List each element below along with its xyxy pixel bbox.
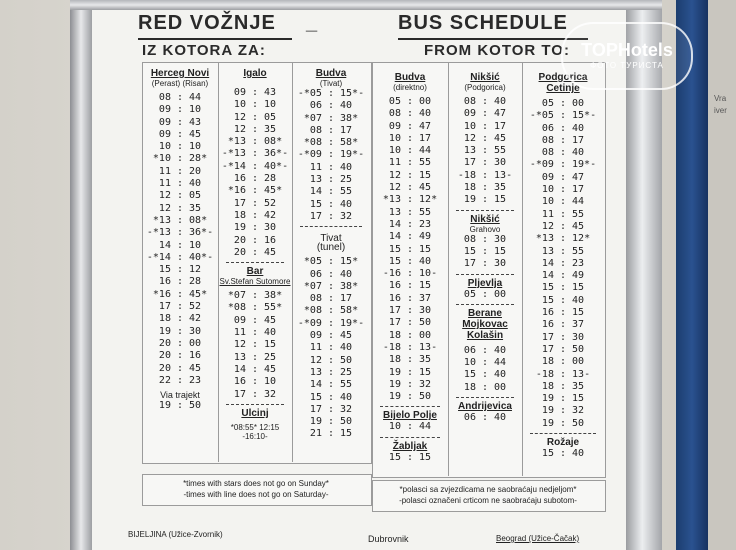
departure-time: 19 : 15 xyxy=(463,194,507,206)
destination-bar: Bar xyxy=(246,266,264,278)
departure-time: 15 : 40 xyxy=(463,369,507,381)
departure-time: 09 : 47 xyxy=(541,171,585,183)
times-andrijevica xyxy=(448,412,522,424)
destination-budva-direktno-via: (direktno) xyxy=(393,83,427,92)
departure-time: *13 : 08* xyxy=(227,136,283,148)
departure-time: 08 : 40 xyxy=(463,96,507,107)
departure-time: 12 : 05 xyxy=(158,190,202,202)
departure-time: 16 : 28 xyxy=(233,173,277,185)
departure-time: 13 : 55 xyxy=(463,145,507,157)
departure-time: 19 : 32 xyxy=(541,405,585,417)
departure-time: 12 : 15 xyxy=(388,169,432,181)
column-niksic xyxy=(448,72,522,424)
departure-time: 16 : 28 xyxy=(158,276,202,288)
departure-time: 16 : 10 xyxy=(233,376,277,388)
column-budva-direktno xyxy=(372,72,448,464)
departure-time: 10 : 17 xyxy=(463,120,507,132)
departure-time: 12 : 35 xyxy=(158,202,202,214)
via-trajekt-time: 19 : 50 xyxy=(158,400,202,412)
departure-time: -*14 : 40*- xyxy=(221,160,289,172)
destination-tivat-tunel-via: (tunel) xyxy=(316,242,346,254)
times-grahovo xyxy=(448,234,522,271)
times-ulcinj-1: *08:55* 12:15 xyxy=(230,422,280,432)
departure-time: 08 : 30 xyxy=(463,233,507,245)
bottom-mid-heading: Dubrovnik xyxy=(368,534,409,544)
departure-time: 13 : 25 xyxy=(309,366,353,378)
departure-time: 17 : 50 xyxy=(388,317,432,329)
departure-time: 12 : 45 xyxy=(541,220,585,232)
departure-time: 18 : 35 xyxy=(463,182,507,194)
departure-time: 14 : 49 xyxy=(388,231,432,243)
departure-time: -*14 : 40*- xyxy=(146,251,214,263)
departure-time: 15 : 12 xyxy=(158,264,202,276)
note-en-2: -times with line does not go on Saturday- xyxy=(183,490,329,499)
times-tivat-tunel xyxy=(292,256,370,440)
destination-tivat-tunel: Tivat xyxy=(320,233,342,245)
departure-time: 20 : 00 xyxy=(158,337,202,349)
departure-time: 08 : 17 xyxy=(309,293,353,305)
destination-ulcinj: Ulcinj xyxy=(241,407,269,419)
destination-berane: Berane Mojkovac Kolašin xyxy=(462,307,508,341)
departure-time: 10 : 44 xyxy=(541,196,585,208)
departure-time: *16 : 45* xyxy=(152,288,208,300)
column-herceg-novi xyxy=(142,68,218,412)
departure-time: -18 : 13- xyxy=(457,169,513,181)
times-rozaje xyxy=(522,448,604,460)
departure-time: 08 : 40 xyxy=(541,147,585,159)
departure-time: 20 : 16 xyxy=(158,350,202,362)
times-herceg-novi xyxy=(142,92,218,387)
departure-time: 09 : 45 xyxy=(233,314,277,326)
departure-time: 11 : 40 xyxy=(158,178,202,190)
times-bar xyxy=(218,290,292,401)
from-local: IZ KOTORA ZA: xyxy=(142,42,266,59)
departure-time: 05 : 00 xyxy=(388,96,432,107)
departure-time: 15 : 40 xyxy=(388,255,432,267)
edge-text-1: Vra xyxy=(714,94,727,103)
departure-time: 10 : 44 xyxy=(388,421,432,433)
departure-time: 12 : 50 xyxy=(309,354,353,366)
times-pljevlja xyxy=(448,289,522,301)
departure-time: 18 : 42 xyxy=(158,313,202,325)
departure-time: 19 : 50 xyxy=(388,391,432,403)
departure-time: *13 : 12* xyxy=(382,194,438,206)
title-en: BUS SCHEDULE xyxy=(398,12,568,34)
departure-time: -*05 : 15*- xyxy=(529,110,597,122)
tophotels-watermark xyxy=(561,22,693,90)
departure-time: 19 : 15 xyxy=(541,393,585,405)
departure-time: *13 : 08* xyxy=(152,214,208,226)
destination-herceg-novi: Herceg Novi xyxy=(150,68,210,79)
departure-time: 10 : 10 xyxy=(233,99,277,111)
note-local-2: -polasci označeni crticom ne saobraćaju subotom- xyxy=(399,496,577,505)
departure-time: -*09 : 19*- xyxy=(529,159,597,171)
destination-igalo: Igalo xyxy=(243,68,267,79)
departure-time: 05 : 00 xyxy=(463,288,507,300)
departure-time: 13 : 55 xyxy=(541,245,585,257)
column-podgorica xyxy=(522,72,604,460)
departure-time: 10 : 44 xyxy=(388,145,432,157)
departure-time: 18 : 35 xyxy=(541,380,585,392)
departure-time: 14 : 23 xyxy=(388,218,432,230)
bottom-right-heading: Beograd (Užice-Čačak) xyxy=(496,534,580,543)
edge-text-2: iver xyxy=(714,106,727,115)
destination-bijelo-polje: Bijelo Polje xyxy=(383,410,437,422)
departure-time: 17 : 30 xyxy=(388,305,432,317)
title-local: RED VOŽNJE xyxy=(138,12,276,34)
destination-herceg-novi-via: (Perast) (Risan) xyxy=(151,79,209,88)
departure-time: -18 : 13- xyxy=(535,368,591,380)
departure-time: 09 : 43 xyxy=(158,116,202,128)
departure-time: 17 : 52 xyxy=(158,301,202,313)
departure-time: -*13 : 36*- xyxy=(146,227,214,239)
departure-time: 17 : 30 xyxy=(541,331,585,343)
departure-time: 16 : 15 xyxy=(541,307,585,319)
departure-time: *05 : 15* xyxy=(303,256,359,268)
departure-time: 08 : 17 xyxy=(309,124,353,136)
column-igalo xyxy=(218,68,292,441)
departure-time: 17 : 32 xyxy=(309,403,353,415)
departure-time: 16 : 37 xyxy=(541,319,585,331)
departure-time: *08 : 55* xyxy=(227,302,283,314)
departure-time: 11 : 20 xyxy=(158,165,202,177)
times-budva-tivat xyxy=(292,88,370,223)
departure-time: 15 : 15 xyxy=(388,451,432,463)
destination-rozaje: Rožaje xyxy=(546,437,580,449)
departure-time: 11 : 40 xyxy=(309,342,353,354)
departure-time: 20 : 45 xyxy=(233,246,277,258)
departure-time: 11 : 40 xyxy=(309,161,353,173)
departure-time: 09 : 47 xyxy=(463,108,507,120)
departure-time: 08 : 40 xyxy=(388,108,432,120)
departure-time: 18 : 35 xyxy=(388,354,432,366)
departure-time: 08 : 17 xyxy=(541,134,585,146)
destination-andrijevica: Andrijevica xyxy=(458,401,512,413)
departure-time: 12 : 35 xyxy=(233,123,277,135)
destination-podgorica-cetinje: Podgorica Cetinje xyxy=(538,72,588,94)
departure-time: 10 : 17 xyxy=(541,184,585,196)
times-zabljak xyxy=(372,452,448,464)
right-wall xyxy=(708,0,736,550)
departure-time: 11 : 55 xyxy=(541,208,585,220)
departure-time: -*09 : 19*- xyxy=(297,149,365,161)
departure-time: 12 : 15 xyxy=(233,339,277,351)
departure-time: 15 : 40 xyxy=(309,198,353,210)
departure-time: 14 : 10 xyxy=(158,239,202,251)
departure-time: 14 : 55 xyxy=(309,379,353,391)
departure-time: 14 : 45 xyxy=(233,363,277,375)
departure-time: *13 : 12* xyxy=(535,233,591,245)
departure-time: 15 : 40 xyxy=(309,391,353,403)
departure-time: 17 : 30 xyxy=(463,157,507,169)
departure-time: 08 : 44 xyxy=(158,92,202,103)
departure-time: 18 : 00 xyxy=(541,356,585,368)
frame-rail-left xyxy=(70,0,92,550)
departure-time: *07 : 38* xyxy=(303,112,359,124)
departure-time: 06 : 40 xyxy=(541,122,585,134)
departure-time: 16 : 37 xyxy=(388,292,432,304)
departure-time: 16 : 15 xyxy=(388,280,432,292)
departure-time: 11 : 55 xyxy=(388,157,432,169)
departure-time: *07 : 38* xyxy=(303,280,359,292)
departure-time: *08 : 58* xyxy=(303,137,359,149)
title-en-underline xyxy=(398,38,588,40)
departure-time: 10 : 10 xyxy=(158,141,202,153)
departure-time: *07 : 38* xyxy=(227,290,283,302)
departure-time: 05 : 00 xyxy=(541,98,585,109)
departure-time: -18 : 13- xyxy=(382,341,438,353)
title-dash: _ xyxy=(306,12,319,34)
destination-grahovo: Grahovo xyxy=(469,224,501,234)
departure-time: 13 : 25 xyxy=(309,174,353,186)
departure-time: *08 : 58* xyxy=(303,305,359,317)
departure-time: 09 : 43 xyxy=(233,87,277,98)
destination-niksic-via: (Podgorica) xyxy=(464,83,506,92)
departure-time: 19 : 30 xyxy=(233,222,277,234)
times-ulcinj-2: -16:10- xyxy=(242,431,268,441)
departure-time: 09 : 45 xyxy=(309,330,353,342)
times-budva-direktno xyxy=(372,96,448,403)
departure-time: -16 : 10- xyxy=(382,268,438,280)
departure-time: 19 : 30 xyxy=(158,325,202,337)
departure-time: 06 : 40 xyxy=(463,412,507,424)
destination-zabljak: Žabljak xyxy=(392,440,428,452)
departure-time: 06 : 40 xyxy=(463,344,507,356)
times-niksic xyxy=(448,96,522,207)
departure-time: 19 : 15 xyxy=(388,366,432,378)
destination-niksic-grahovo: Nikšić xyxy=(470,213,500,225)
departure-time: 17 : 32 xyxy=(233,388,277,400)
departure-time: 17 : 30 xyxy=(463,258,507,270)
destination-pljevlja: Pljevlja xyxy=(467,277,503,289)
departure-time: 13 : 25 xyxy=(233,351,277,363)
departure-time: 13 : 55 xyxy=(388,206,432,218)
departure-time: 12 : 05 xyxy=(233,111,277,123)
departure-time: 15 : 15 xyxy=(463,245,507,257)
departure-time: 17 : 32 xyxy=(309,210,353,222)
departure-time: 18 : 00 xyxy=(463,381,507,393)
times-bijelo-polje xyxy=(372,421,448,433)
destination-budva-tivat: Budva xyxy=(315,68,347,79)
departure-time: -*13 : 36*- xyxy=(221,148,289,160)
departure-time: 09 : 10 xyxy=(158,104,202,116)
departure-time: *10 : 28* xyxy=(152,153,208,165)
departure-time: 14 : 55 xyxy=(309,186,353,198)
departure-time: 18 : 42 xyxy=(233,209,277,221)
column-budva-tivat xyxy=(292,68,370,441)
departure-time: 09 : 45 xyxy=(158,128,202,140)
note-local-1: *polasci sa zvjezdicama ne saobraćaju nedjeljom* xyxy=(399,485,577,494)
departure-time: 22 : 23 xyxy=(158,374,202,386)
departure-time: 20 : 16 xyxy=(233,234,277,246)
times-berane xyxy=(448,345,522,394)
destination-bar-via: Sv.Stefan Sutomore xyxy=(219,277,291,287)
departure-time: 11 : 40 xyxy=(233,327,277,339)
departure-time: -*05 : 15*- xyxy=(297,88,365,99)
departure-time: 21 : 15 xyxy=(309,428,353,440)
departure-time: 19 : 32 xyxy=(388,378,432,390)
departure-time: *16 : 45* xyxy=(227,185,283,197)
departure-time: 15 : 15 xyxy=(541,282,585,294)
destination-niksic: Nikšić xyxy=(470,72,500,83)
watermark-tag: ФОТО ТУРИСТА xyxy=(590,61,664,70)
departure-time: 12 : 45 xyxy=(388,182,432,194)
departure-time: 06 : 40 xyxy=(309,268,353,280)
departure-time: -*09 : 19*- xyxy=(297,317,365,329)
times-igalo xyxy=(218,87,292,259)
frame-rail-top xyxy=(70,0,662,10)
times-podgorica xyxy=(522,98,604,430)
departure-time: 06 : 40 xyxy=(309,100,353,112)
departure-time: 19 : 50 xyxy=(309,416,353,428)
departure-time: 10 : 44 xyxy=(463,357,507,369)
departure-time: 14 : 49 xyxy=(541,270,585,282)
departure-time: 15 : 40 xyxy=(541,294,585,306)
departure-time: 09 : 47 xyxy=(388,120,432,132)
departure-time: 20 : 45 xyxy=(158,362,202,374)
departure-time: 14 : 23 xyxy=(541,257,585,269)
departure-time: 15 : 40 xyxy=(541,448,585,460)
departure-time: 18 : 00 xyxy=(388,329,432,341)
note-en-1: *times with stars does not go on Sunday* xyxy=(183,479,329,488)
departure-time: 12 : 45 xyxy=(463,132,507,144)
watermark-brand: TOPHotels xyxy=(581,40,673,60)
departure-time: 10 : 17 xyxy=(388,132,432,144)
title-local-underline xyxy=(138,38,292,40)
departure-time: 17 : 50 xyxy=(541,343,585,355)
bottom-left-heading: BIJELJINA (Užice-Zvornik) xyxy=(128,530,223,539)
via-trajekt-label: Via trajekt xyxy=(160,390,200,401)
destination-budva-direktno: Budva xyxy=(394,72,426,83)
departure-time: 17 : 52 xyxy=(233,197,277,209)
departure-time: 15 : 15 xyxy=(388,243,432,255)
destination-budva-tivat-via: (Tivat) xyxy=(319,79,343,88)
departure-time: 19 : 50 xyxy=(541,417,585,429)
from-en: FROM KOTOR TO: xyxy=(424,42,570,59)
